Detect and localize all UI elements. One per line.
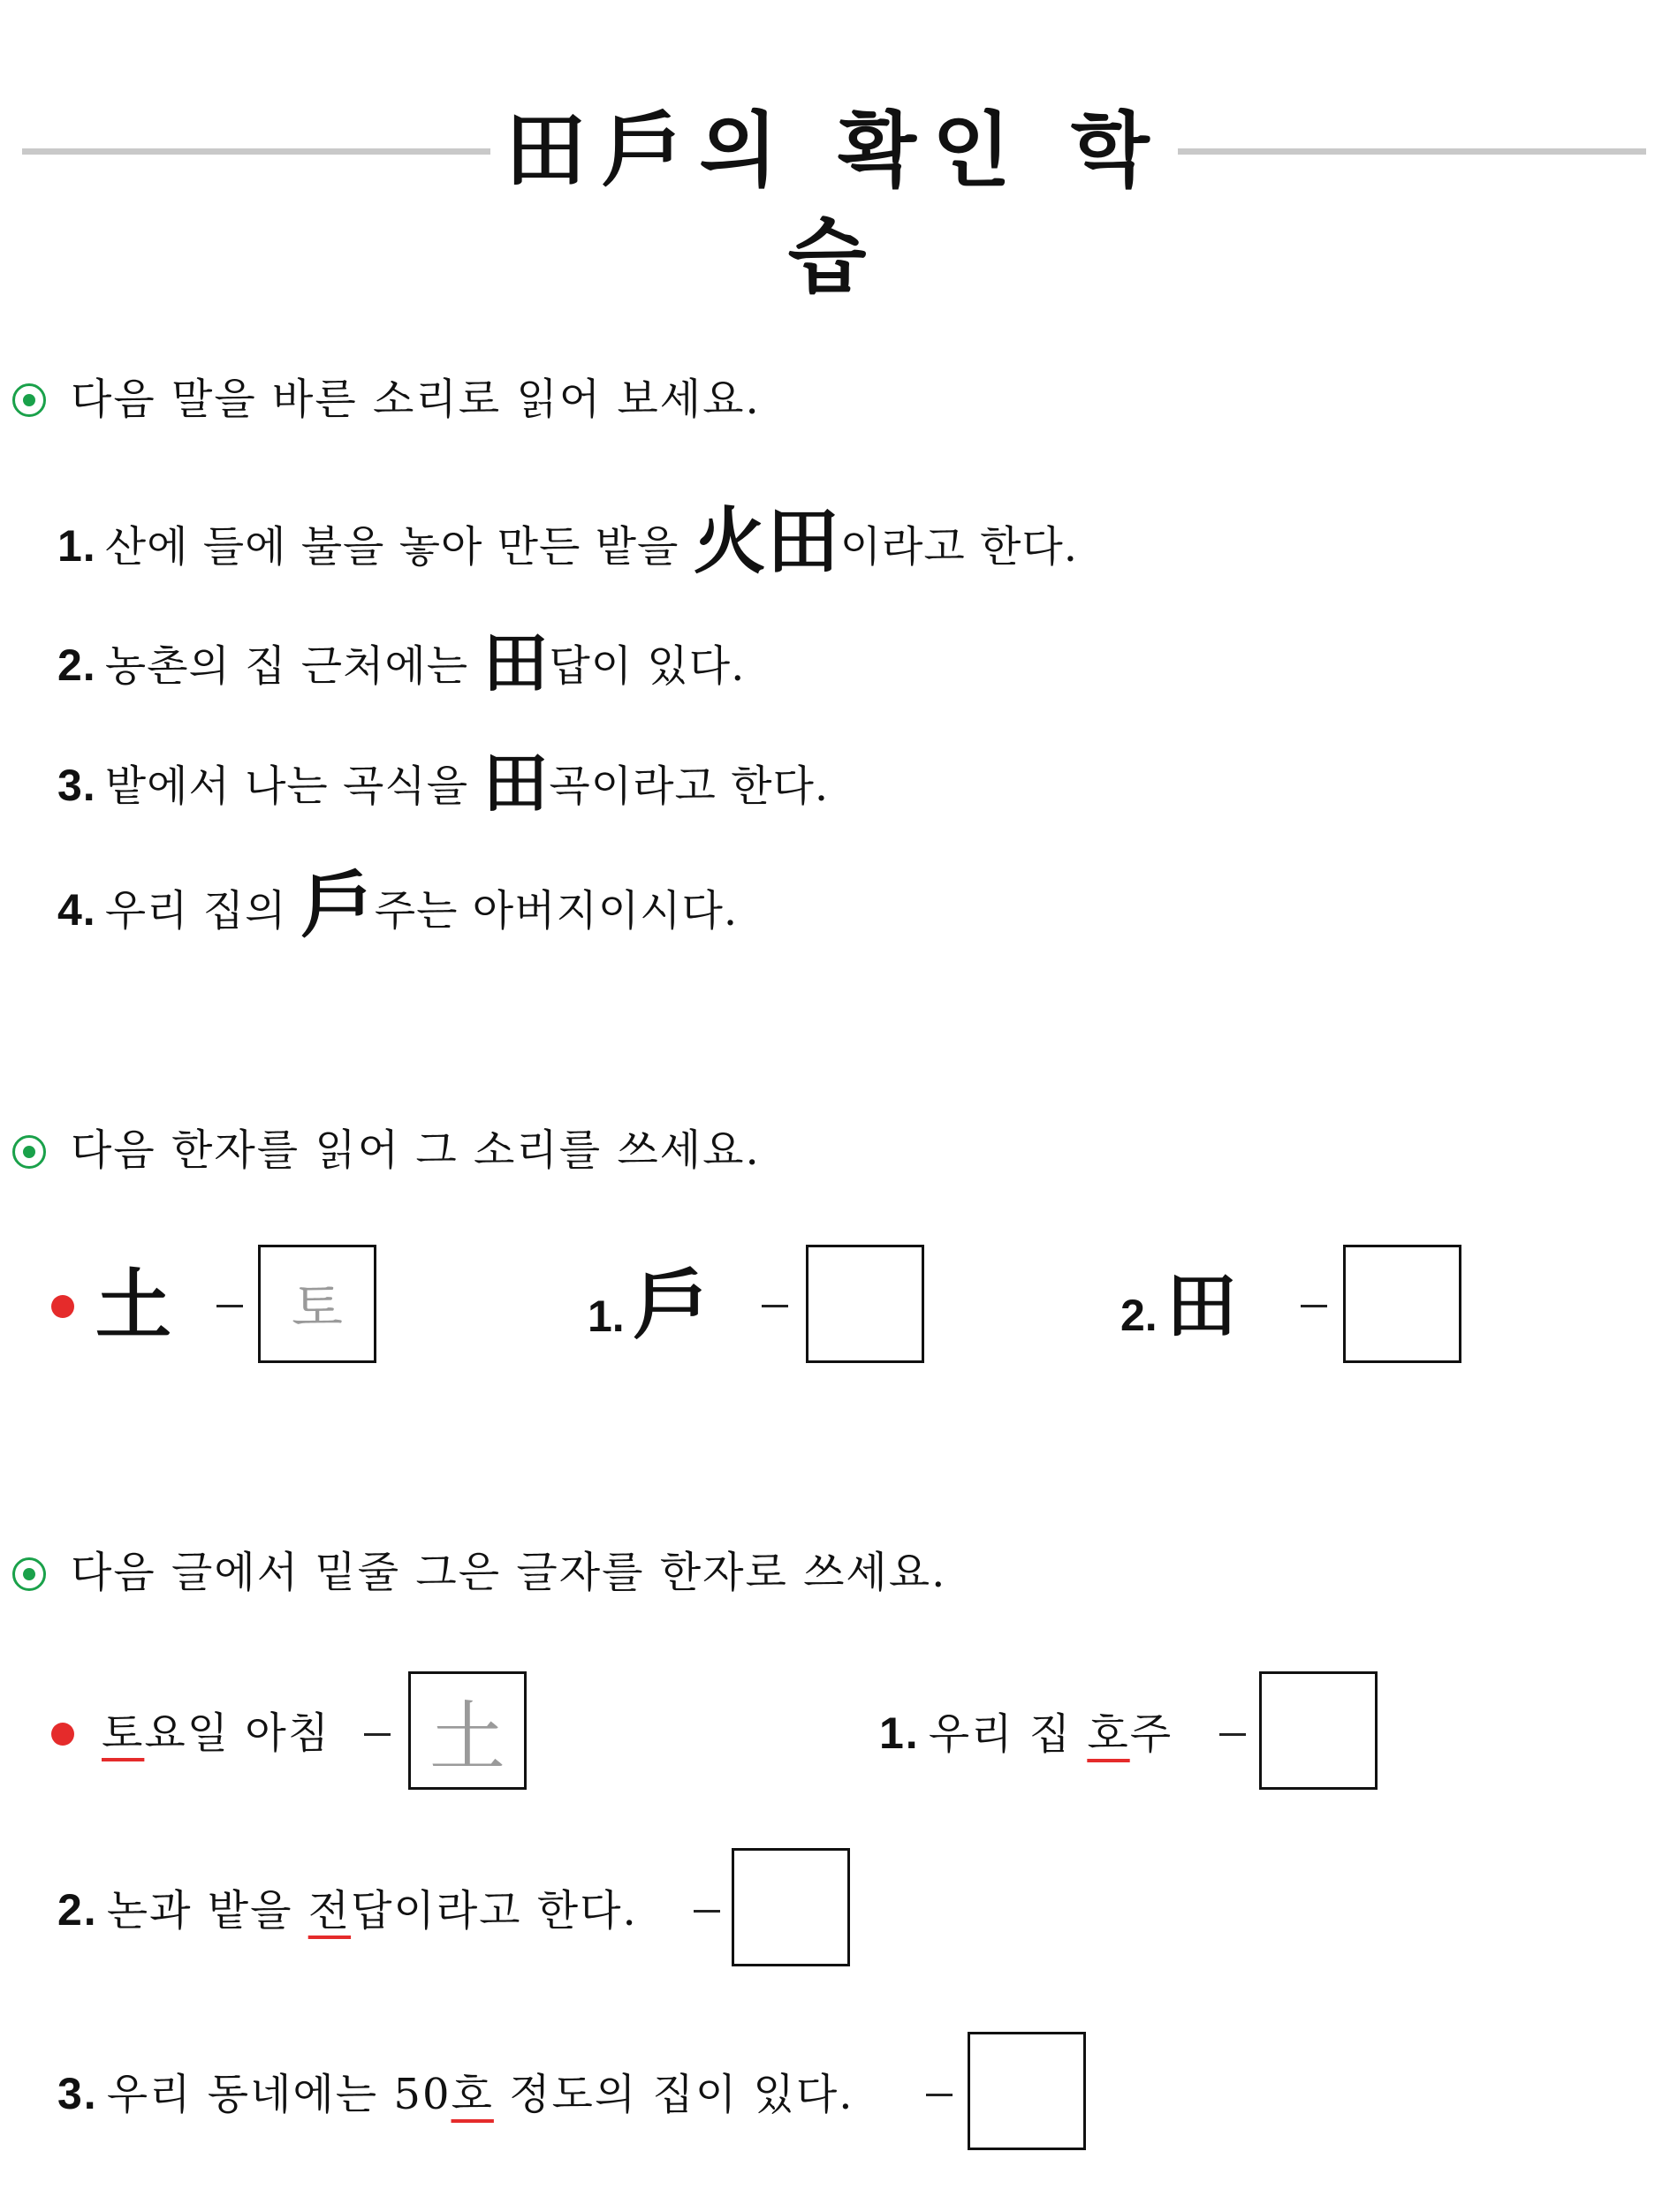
section2-item-2 <box>1120 1264 1237 1361</box>
section3-instruction: 다음 글에서 밑줄 그은 글자를 한자로 쓰세요. <box>71 1548 947 1597</box>
item-hanja: 戶 <box>633 1261 710 1350</box>
title-rule-right <box>1178 148 1646 155</box>
target-bullet-icon <box>12 1135 46 1169</box>
answer-box[interactable] <box>1343 1245 1461 1363</box>
item-text-before: 밭에서 나는 곡식을 <box>104 761 483 811</box>
section1-item-3 <box>57 746 830 822</box>
item-text-after: 정도의 집이 있다. <box>493 2070 854 2119</box>
example-answer: 土 <box>429 1693 505 1782</box>
item-number: 3. <box>57 2069 98 2118</box>
item-text-before: 우리 동네에는 50 <box>106 2070 452 2119</box>
example-hanja <box>95 1261 171 1350</box>
item-hanja: 戶 <box>300 863 375 948</box>
item-text-before: 농촌의 집 근처에는 <box>104 641 483 691</box>
item-text-before: 우리 집 <box>928 1709 1088 1759</box>
title-text: 의 확인 학습 <box>699 102 1165 304</box>
item-text-after: 답이라고 한다. <box>351 1886 638 1936</box>
item-text-after: 답이 있다. <box>549 641 746 691</box>
section1-instruction: 다음 말을 바른 소리로 읽어 보세요. <box>71 375 761 424</box>
answer-dash <box>1301 1305 1327 1307</box>
item-number: 2. <box>57 1885 98 1935</box>
section3-item-1 <box>879 1698 1173 1769</box>
section3-example <box>102 1698 330 1769</box>
item-hanja: 田 <box>482 625 550 701</box>
underlined-char: 호 <box>1087 1709 1130 1759</box>
item-number: 1. <box>879 1708 920 1758</box>
underlined-char: 호 <box>451 2070 494 2119</box>
answer-box[interactable] <box>732 1848 850 1966</box>
section2-instruction: 다음 한자를 읽어 그 소리를 쓰세요. <box>71 1125 761 1175</box>
answer-dash <box>926 2094 953 2096</box>
answer-dash <box>762 1305 788 1307</box>
item-hanja: 田 <box>482 746 550 822</box>
answer-dash <box>694 1910 720 1913</box>
item-number: 2. <box>1120 1291 1158 1340</box>
section3-item-2 <box>57 1875 638 1946</box>
section2-item-1 <box>588 1261 710 1362</box>
section3-item-3 <box>57 2058 854 2130</box>
item-text-after: 주 <box>1129 1709 1173 1759</box>
section1-item-4 <box>57 863 739 948</box>
item-text-after: 이라고 한다. <box>839 522 1079 572</box>
page-title <box>495 97 1175 309</box>
item-hanja: 火田 <box>693 499 840 584</box>
item-number: 4. <box>57 885 96 935</box>
example-answer-box <box>408 1671 527 1790</box>
example-answer-box <box>258 1245 376 1363</box>
item-text-after: 곡이라고 한다. <box>549 761 830 811</box>
title-rule-left <box>22 148 490 155</box>
item-text-before: 논과 밭을 <box>106 1886 308 1936</box>
item-text-before: 산에 들에 불을 놓아 만든 밭을 <box>104 522 694 572</box>
item-number: 1. <box>588 1292 625 1341</box>
underlined-char: 토 <box>102 1708 145 1758</box>
answer-box[interactable] <box>968 2032 1086 2150</box>
title-hanja: 田戶 <box>505 102 700 198</box>
item-text-before: 우리 집의 <box>104 886 301 936</box>
answer-dash <box>216 1305 243 1307</box>
answer-box[interactable] <box>806 1245 924 1363</box>
item-number: 1. <box>57 521 96 571</box>
target-bullet-icon <box>12 383 46 417</box>
section1-item-1 <box>57 499 1079 584</box>
item-number: 2. <box>57 640 96 690</box>
example-answer: 토 <box>292 1277 343 1339</box>
answer-box[interactable] <box>1259 1671 1378 1790</box>
item-hanja: 田 <box>1165 1264 1237 1347</box>
underlined-char: 전 <box>307 1886 352 1936</box>
target-bullet-icon <box>12 1557 46 1591</box>
example-bullet-dot <box>51 1723 74 1746</box>
example-bullet-dot <box>51 1295 74 1318</box>
item-number: 3. <box>57 761 96 810</box>
item-text-after: 주는 아버지이시다. <box>374 886 739 936</box>
answer-dash <box>364 1733 391 1736</box>
example-hanja-char: 土 <box>95 1261 171 1350</box>
example-text: 요일 아침 <box>144 1708 331 1758</box>
section1-item-2 <box>57 625 746 701</box>
answer-dash <box>1219 1733 1246 1736</box>
